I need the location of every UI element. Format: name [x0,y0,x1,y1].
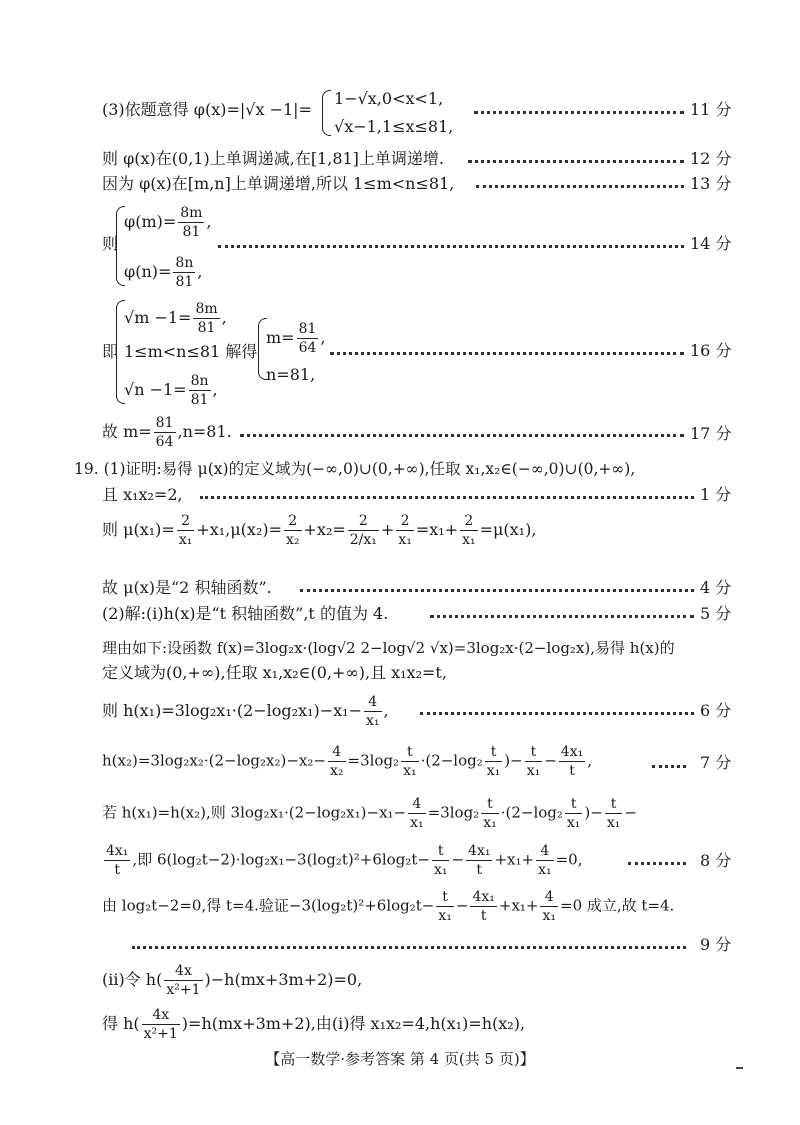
text-line: 则 [102,234,119,253]
fraction: $\frac{t}{\text{x₁}}$ [526,744,541,779]
equation: 则 μ(x₁)= $\frac{2}{\text{x₁}}$ +x₁,μ(x₂)= $\frac{2}{\text{x₂}}$ +x₂= $\frac{2}{\text{2/x₁}}$ + $\frac{2}{\text{x₁}}$ =x₁+ $\frac{2}{\text{x₁}}$ =μ(x₁), [102,513,537,548]
fraction: $\frac{8n}{81}$ [175,255,194,290]
fraction: $\frac{4}{\text{x₁}}$ [538,843,552,878]
fraction: $\frac{8m}{81}$ [180,205,203,240]
fraction: $\frac{t}{\text{x₁}}$ [566,796,581,831]
equation: m= $\frac{81}{64}$ , [266,321,326,356]
text-line: 且 x₁x₂=2, [102,485,183,504]
equation: 则 h(x₁)=3log₂x₁·(2−log₂x₁)−x₁− $\frac{4}{\text{x₁}}$ , [102,694,389,729]
leader-dots [240,434,684,437]
p3-intro: (3)依题意得 φ(x)=|√x −1|= [102,100,312,119]
text-line: 则 φ(x)在(0,1)上单调递减,在[1,81]上单调递增. [102,149,445,168]
equation: 若 h(x₁)=h(x₂),则 3log₂x₁·(2−log₂x₁)−x₁− $\frac{4}{\text{x₁}}$ =3log₂ $\frac{t}{\text{x₁}}$ ·(2−log₂ $\frac{t}{\text{x₁}}$ )− $\frac{t}{\text{x₁}}$ − [102,796,637,831]
fraction: $\frac{2}{\text{x₂}}$ [286,513,300,548]
fraction: $\frac{t}{\text{x₁}}$ [438,889,452,924]
fraction: $\frac{2}{\text{x₁}}$ [462,513,476,548]
leader-dots [218,245,684,248]
leader-dots [300,589,694,592]
fraction: $\frac{4}{\text{x₁}}$ [410,796,424,831]
text-line: 定义域为(0,+∞),任取 x₁,x₂∈(0,+∞),且 x₁x₂=t, [102,663,447,682]
fraction: $\frac{8n}{81}$ [190,373,209,408]
equation: 得 h( $\frac{4x}{\text{x²+1}}$ )=h(mx+3m+2),由(ⅰ)得 x₁x₂=4,h(x₁)=h(x₂), [102,1007,526,1042]
leader-dots [474,111,684,114]
score: 16 分 [690,341,732,360]
equation: √m −1= $\frac{8m}{81}$ , [124,301,227,336]
score: 12 分 [690,149,732,168]
fraction: $\frac{t}{\text{x₁}}$ [606,796,621,831]
score: 1 分 [700,485,732,504]
text-line: 故 μ(x)是“2 积轴函数”. [102,578,272,597]
equation: √n −1= $\frac{8n}{81}$ , [124,373,218,408]
leader-dots [430,615,694,618]
scan-mark [736,1067,743,1069]
score: 6 分 [700,701,732,720]
text-line: 理由如下:设函数 f(x)=3log₂x·(log√2 2−log√2 √x)=3log₂x·(2−log₂x),易得 h(x)的 [102,639,675,657]
page-footer: 【高一数学·参考答案 第 4 页(共 5 页)】 [265,1050,535,1068]
score: 17 分 [690,424,732,443]
case-line: √x−1,1≤x≤81, [334,117,454,136]
leader-dots [628,862,686,865]
leader-dots [652,765,686,768]
fraction: $\frac{8m}{81}$ [195,301,218,336]
fraction: $\frac{4}{\text{x₁}}$ [366,694,380,729]
fraction: $\frac{4}{\text{x₁}}$ [542,889,556,924]
equation: n=81, [266,365,316,384]
score: 4 分 [700,578,732,597]
fraction: $\frac{81}{64}$ [155,415,174,450]
fraction: $\frac{4x}{\text{x²+1}}$ [143,1007,178,1042]
fraction: $\frac{\text{4x₁}}{t}$ [468,843,491,878]
score: 7 分 [700,753,732,772]
fraction: $\frac{t}{\text{x₁}}$ [483,796,497,831]
fraction: $\frac{2}{\text{2/x₁}}$ [349,513,377,548]
equation: $\frac{\text{4x₁}}{t}$ ,即 6(log₂t−2)·log₂x₁−3(log₂t)²+6log₂t− $\frac{t}{\text{x₁}}$ − $\frac{\text{4x₁}}{t}$ +x₁+ $\frac{4}{\text{x₁}}$ =0, [106,843,583,878]
fraction: $\frac{\text{4x₁}}{t}$ [560,744,584,779]
text-line: 19. (1)证明:易得 μ(x)的定义域为(−∞,0)∪(0,+∞),任取 x₁,x₂∈(−∞,0)∪(0,+∞), [74,460,636,478]
brace [322,90,331,136]
equation: 故 m= $\frac{81}{64}$ ,n=81. [102,415,232,450]
text-line: 即 [102,342,119,361]
score: 8 分 [700,851,732,870]
leader-dots [132,946,686,949]
equation: 由 log₂t−2=0,得 t=4.验证−3(log₂t)²+6log₂t− $\frac{t}{\text{x₁}}$ − $\frac{\text{4x₁}}{t}$ +x₁+ $\frac{4}{\text{x₁}}$ =0 成立,故 t=4. [102,889,675,924]
text-line: (2)解:(ⅰ)h(x)是“t 积轴函数”,t 的值为 4. [102,604,389,623]
leader-dots [468,160,684,163]
fraction: $\frac{t}{\text{x₁}}$ [433,843,448,878]
score: 5 分 [700,604,732,623]
fraction: $\frac{4x}{\text{x²+1}}$ [166,963,201,998]
leader-dots [330,352,684,355]
fraction: $\frac{t}{\text{x₁}}$ [403,744,417,779]
fraction: $\frac{2}{\text{x₁}}$ [178,513,193,548]
equation: φ(n)= $\frac{8n}{81}$ , [124,255,203,290]
fraction: $\frac{\text{4x₁}}{t}$ [472,889,495,924]
equation: h(x₂)=3log₂x₂·(2−log₂x₂)−x₂− $\frac{4}{\text{x₂}}$ =3log₂ $\frac{t}{\text{x₁}}$ ·(2−log₂ $\frac{t}{\text{x₁}}$ )− $\frac{t}{\text{x₁}}$ − $\frac{\text{4x₁}}{t}$ , [102,744,592,779]
text-line: 因为 φ(x)在[m,n]上单调递增,所以 1≤m<n≤81, [102,174,455,193]
score: 11 分 [690,100,732,119]
equation: 1≤m<n≤81 解得 [124,342,258,361]
leader-dots [200,496,694,499]
leader-dots [476,185,684,188]
case-line: 1−√x,0<x<1, [334,89,444,108]
fraction: $\frac{4}{\text{x₂}}$ [329,744,344,779]
equation: (ⅱ)令 h( $\frac{4x}{\text{x²+1}}$ )−h(mx+3m+2)=0, [102,963,363,998]
fraction: $\frac{81}{64}$ [298,321,317,356]
score: 14 分 [690,234,732,253]
fraction: $\frac{2}{\text{x₁}}$ [398,513,412,548]
score: 9 分 [700,935,732,954]
equation: φ(m)= $\frac{8m}{81}$ , [124,205,212,240]
score: 13 分 [690,174,732,193]
fraction: $\frac{t}{\text{x₁}}$ [486,744,501,779]
fraction: $\frac{\text{4x₁}}{t}$ [106,843,129,878]
leader-dots [420,712,694,715]
